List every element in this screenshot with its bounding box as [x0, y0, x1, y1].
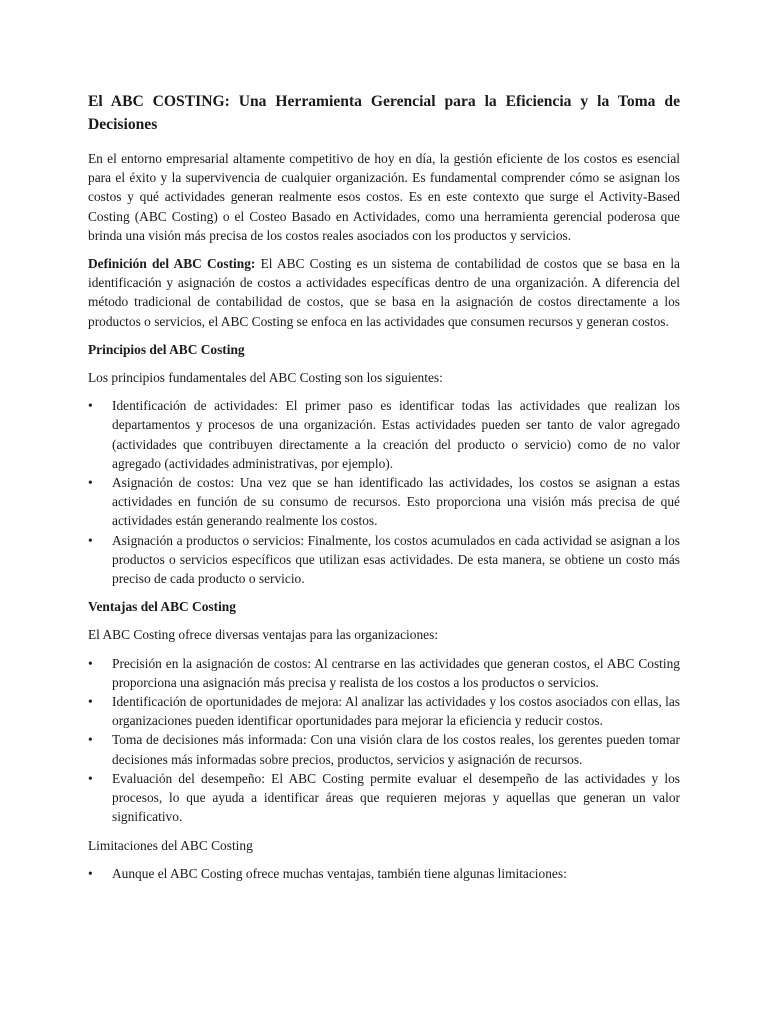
advantages-heading: Ventajas del ABC Costing [88, 599, 236, 615]
list-item-text: Aunque el ABC Costing ofrece muchas ventajas, también tiene algunas limitaciones: [112, 865, 567, 881]
list-item [88, 654, 680, 692]
limitations-heading: Limitaciones del ABC Costing [88, 837, 253, 853]
advantages-intro: El ABC Costing ofrece diversas ventajas para las organizaciones: [88, 627, 439, 643]
definition-label: Definición del ABC Costing: [88, 256, 256, 272]
list-item [88, 769, 680, 827]
list-item-text: Evaluación del desempeño: El ABC Costing permite evaluar el desempeño de las actividades y los procesos, lo que ayuda a identificar áreas que requieren mejoras y aquellas que generan un valor significativo. [112, 770, 680, 825]
bullet-icon: • [88, 475, 93, 491]
list-item [88, 864, 680, 883]
bullet-icon: • [88, 732, 93, 748]
list-item-text: Identificación de oportunidades de mejora: Al analizar las actividades y los costos asociados con ellas, las organizaciones pueden identificar oportunidades para mejorar la eficiencia y reducir costos. [112, 694, 680, 729]
principles-list [88, 396, 680, 588]
bullet-icon: • [88, 770, 93, 786]
list-item-text: Toma de decisiones más informada: Con una visión clara de los costos reales, los gerentes pueden tomar decisiones más informadas sobre precios, productos, servicios y asignación de recursos. [112, 732, 680, 767]
principles-heading: Principios del ABC Costing [88, 341, 245, 357]
advantages-list [88, 654, 680, 827]
definition-text: El ABC Costing es un sistema de contabilidad de costos que se basa en la identificación y asignación de costos a actividades específicas dentro de una organización. A diferencia del método tradicional de contabilidad de costos, que se basa en la asignación de costos directamente a los productos o servicios, el ABC Costing se enfoca en las actividades que consumen recursos y generan costos. [88, 256, 680, 329]
document-title: El ABC COSTING: Una Herramienta Gerencial para la Eficiencia y la Toma de Decisiones [88, 93, 680, 133]
definition-paragraph [88, 254, 680, 331]
list-item-text: Asignación de costos: Una vez que se han identificado las actividades, los costos se asignan a estas actividades en función de su consumo de recursos. Esto proporciona una visión más precisa de qué actividades están generando realmente los costos. [112, 475, 680, 529]
intro-paragraph: En el entorno empresarial altamente competitivo de hoy en día, la gestión eficiente de los costos es esencial para el éxito y la supervivencia de cualquier organización. Es fundamental comprender cómo se asignan los costos y qué actividades generan realmente esos costos. Es en este contexto que surge el Activity-Based Costing (ABC Costing) o el Costeo Basado en Actividades, como una herramienta gerencial poderosa que brinda una visión más precisa de los costos reales asociados con los productos y servicios. [88, 151, 680, 243]
document-page [88, 90, 680, 892]
list-item [88, 531, 680, 589]
bullet-icon: • [88, 865, 93, 881]
list-item [88, 396, 680, 473]
limitations-list [88, 864, 680, 883]
list-item [88, 730, 680, 768]
list-item [88, 473, 680, 531]
bullet-icon: • [88, 694, 93, 710]
list-item-text: Asignación a productos o servicios: Finalmente, los costos acumulados en cada actividad se asignan a los productos o servicios específicos que utilizan esas actividades. De esta manera, se obtiene un costo más preciso de cada producto o servicio. [112, 532, 680, 587]
list-item-text: Precisión en la asignación de costos: Al centrarse en las actividades que generan costos, el ABC Costing proporciona una asignación más precisa y realista de los costos a los productos o servicios. [112, 655, 680, 690]
principles-intro: Los principios fundamentales del ABC Costing son los siguientes: [88, 370, 443, 386]
bullet-icon: • [88, 398, 93, 414]
list-item [88, 692, 680, 730]
bullet-icon: • [88, 532, 93, 548]
bullet-icon: • [88, 655, 93, 671]
list-item-text: Identificación de actividades: El primer paso es identificar todas las actividades que realizan los departamentos y procesos de una organización. Estas actividades pueden ser tanto de valor agregado (actividades que contribuyen directamente a la creación del producto o servicio) como de no valor agregado (actividades administrativas, por ejemplo). [112, 398, 680, 471]
